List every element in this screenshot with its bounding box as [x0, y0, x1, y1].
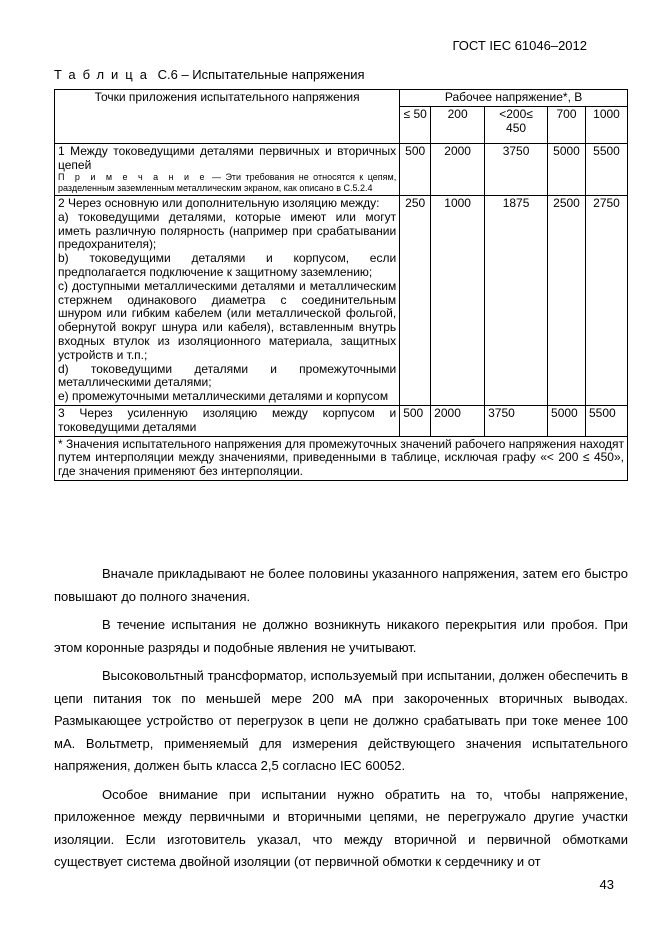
row-line: с) доступными металлическими деталями и металлическим стержнем одинакового диаметра с соединительным шнуром или гибким кабелем (или металлической фольгой, обернутой вокруг шнура или кабеля), вставленным внутрь входных втулок из изоляционного материала, защитных устройств и т.п.; — [58, 278, 397, 362]
page-number: 43 — [599, 877, 614, 892]
table-cell: 2000 — [431, 405, 485, 436]
voltage-col-header: 200 — [431, 106, 485, 143]
table-cell: 2000 — [431, 143, 485, 195]
table-footnote: * Значения испытательного напряжения для промежуточных значений рабочего напряжения находят путем интерполяции между значениями, приведенными в таблице, исключая графу «< 200 ≤ 450», где значения применяют без интерполяции. — [55, 436, 628, 480]
table-cell: 1000 — [431, 195, 485, 405]
table-cell: 5000 — [548, 405, 586, 436]
note-label: П р и м е ч а н и е — [58, 172, 208, 183]
table-cell: 250 — [400, 195, 431, 405]
test-voltage-table — [54, 89, 628, 481]
paragraph: Особое внимание при испытании нужно обратить на то, чтобы напряжение, приложенное между первичными и вторичными цепями, не перегружало другие участки изоляции. Если изготовитель указал, что между вторичной и первичной обмотками существует система двойной изоляции (от первичной обмотки к сердечнику и от — [54, 786, 628, 869]
table-header-row — [55, 90, 628, 107]
voltage-col-header: <200≤ 450 — [485, 106, 548, 143]
table-caption-word: Таблица — [54, 67, 154, 82]
table-footnote-row — [55, 436, 628, 480]
paragraph: Высоковольтный трансформатор, используемый при испытании, должен обеспечить в цепи питания ток по меньшей мере 200 мА при закороченных вторичных выводах. Размыкающее устройство от перегрузок в цепи не должно срабатывать при токе менее 100 мА. Вольтметр, применяемый для измерения действующего значения испытательного напряжения, должен быть класса 2,5 согласно IEC 60052. — [54, 668, 628, 773]
table-row — [55, 143, 628, 195]
row-line: d) токоведущими деталями и промежуточными металлическими деталями; — [58, 361, 397, 390]
table-row — [55, 405, 628, 436]
table-caption-title: С.6 – Испытательные напряжения — [157, 67, 365, 82]
row-description — [55, 143, 400, 195]
row-note — [58, 172, 396, 194]
table-cell: 5500 — [586, 143, 628, 195]
table-cell: 500 — [400, 405, 431, 436]
body-text — [54, 563, 628, 880]
row-description — [55, 195, 400, 405]
table-cell: 2500 — [548, 195, 586, 405]
table-row — [55, 195, 628, 405]
document-header: ГОСТ IEC 61046–2012 — [452, 38, 587, 53]
voltage-col-header: 700 — [548, 106, 586, 143]
row-line: е) промежуточными металлическими деталями и корпусом — [58, 389, 389, 404]
voltage-col-header: 1000 — [586, 106, 628, 143]
table-caption — [54, 67, 365, 82]
col-header-working-voltage: Рабочее напряжение*, В — [400, 90, 628, 107]
note-text: — Эти требования не относятся к цепям, разделенным заземленным металлическим экраном, как описано в С.5.2.4 — [58, 172, 397, 194]
row-line: 2 Через основную или дополнительную изоляцию между: — [58, 195, 380, 210]
row-text: 1 Между токоведущими деталями первичных и вторичных цепей — [58, 143, 397, 172]
table-cell: 2750 — [586, 195, 628, 405]
row-line: а) токоведущими деталями, которые имеют или могут иметь различную полярность (например при срабатывании предохранителя); — [58, 209, 397, 252]
table-cell: 1875 — [485, 195, 548, 405]
row-description: 3 Через усиленную изоляцию между корпусом и токоведущими деталями — [55, 405, 400, 436]
table-cell: 5500 — [586, 405, 628, 436]
table-cell: 5000 — [548, 143, 586, 195]
paragraph: В течение испытания не должно возникнуть никакого перекрытия или пробоя. При этом коронные разряды и подобные явления не учитывают. — [54, 617, 628, 655]
table-cell: 3750 — [485, 405, 548, 436]
col-header-application-points: Точки приложения испытательного напряжения — [55, 90, 400, 144]
paragraph: Вначале прикладывают не более половины указанного напряжения, затем его быстро повышают до полного значения. — [54, 566, 628, 604]
table-cell: 500 — [400, 143, 431, 195]
row-line: b) токоведущими деталями и корпусом, если предполагается подключение к защитному заземлению; — [58, 251, 397, 279]
table-cell: 3750 — [485, 143, 548, 195]
voltage-col-header: ≤ 50 — [400, 106, 431, 143]
